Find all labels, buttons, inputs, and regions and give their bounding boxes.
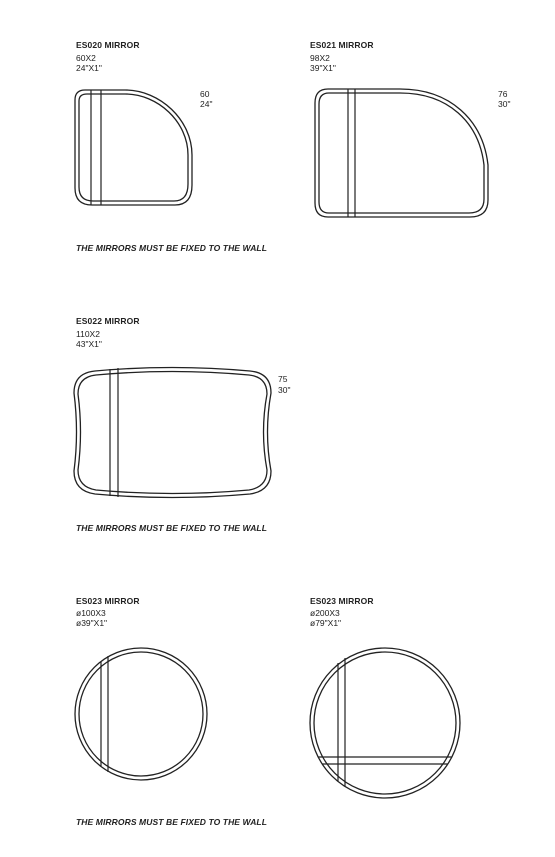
height-cm-es021: 76 bbox=[498, 89, 508, 99]
height-in-es020: 24" bbox=[200, 99, 213, 109]
mirror-frame-cross-es023-large bbox=[318, 658, 452, 786]
dimension-cm-es020: 60X2 bbox=[76, 53, 96, 63]
dimension-cm-es022: 110X2 bbox=[76, 329, 100, 339]
dimension-in-es021: 39"X1" bbox=[310, 63, 336, 73]
wall-fixing-note-2: THE MIRRORS MUST BE FIXED TO THE WALL bbox=[76, 523, 268, 533]
mirror-outline-es023-small bbox=[75, 648, 207, 780]
dimension-in-es022: 43"X1" bbox=[76, 339, 102, 349]
mirror-frame-strip-es020 bbox=[91, 90, 101, 205]
wall-fixing-note-3: THE MIRRORS MUST BE FIXED TO THE WALL bbox=[76, 817, 268, 827]
product-title-es023-large: ES023 MIRROR bbox=[310, 596, 374, 606]
dimension-cm-es023-large: ø200X3 bbox=[310, 608, 340, 618]
height-cm-es022: 75 bbox=[278, 374, 288, 384]
height-cm-es020: 60 bbox=[200, 89, 210, 99]
wall-fixing-note-1: THE MIRRORS MUST BE FIXED TO THE WALL bbox=[76, 243, 268, 253]
product-title-es021: ES021 MIRROR bbox=[310, 40, 374, 50]
mirror-frame-strip-es021 bbox=[348, 89, 355, 217]
mirror-outline-es022 bbox=[74, 368, 271, 498]
mirror-frame-strip-es022 bbox=[110, 368, 118, 497]
product-title-es020: ES020 MIRROR bbox=[76, 40, 140, 50]
mirror-outline-es020 bbox=[75, 90, 192, 205]
dimension-in-es023-large: ø79"X1" bbox=[310, 618, 342, 628]
height-in-es021: 30" bbox=[498, 99, 511, 109]
product-title-es022: ES022 MIRROR bbox=[76, 316, 140, 326]
mirror-outline-es021 bbox=[315, 89, 488, 217]
dimension-cm-es021: 98X2 bbox=[310, 53, 330, 63]
dimension-in-es020: 24"X1" bbox=[76, 63, 102, 73]
dimension-in-es023-small: ø39"X1" bbox=[76, 618, 108, 628]
mirror-frame-strip-es023-small bbox=[101, 656, 108, 772]
mirror-outline-es023-large bbox=[310, 648, 460, 798]
dimension-cm-es023-small: ø100X3 bbox=[76, 608, 106, 618]
product-title-es023-small: ES023 MIRROR bbox=[76, 596, 140, 606]
height-in-es022: 30" bbox=[278, 385, 291, 395]
